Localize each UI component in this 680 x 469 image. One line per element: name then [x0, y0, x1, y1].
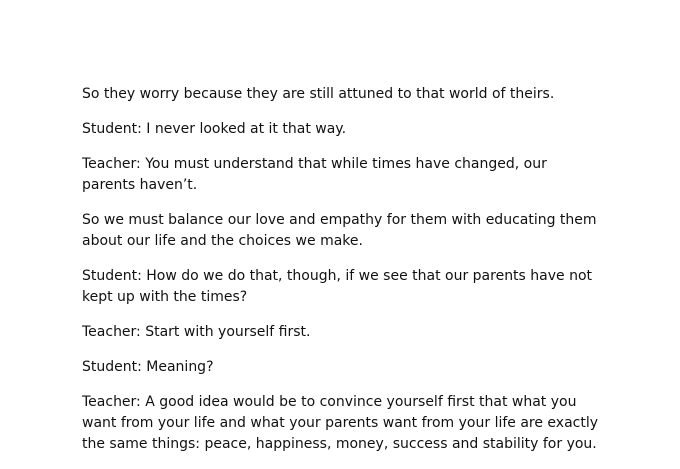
paragraph: Student: How do we do that, though, if we see that our parents have not kept up with the times?	[82, 268, 593, 305]
paragraph: So we must balance our love and empathy for them with educating them about our life and the choices we make.	[82, 212, 597, 249]
paragraph: So they worry because they are still attuned to that world of theirs.	[82, 86, 555, 102]
paragraph: Teacher: A good idea would be to convince yourself first that what you want from your life and what your parents want from your life are exactly the same things: peace, happiness, money, success and stability for you.	[82, 394, 599, 452]
paragraph: Student: Meaning?	[82, 359, 214, 375]
paragraph: Teacher: Start with yourself first.	[82, 324, 311, 340]
document-body	[82, 84, 602, 469]
paragraph: Student: I never looked at it that way.	[82, 121, 347, 137]
paragraph: Teacher: You must understand that while times have changed, our parents haven’t.	[82, 156, 547, 193]
